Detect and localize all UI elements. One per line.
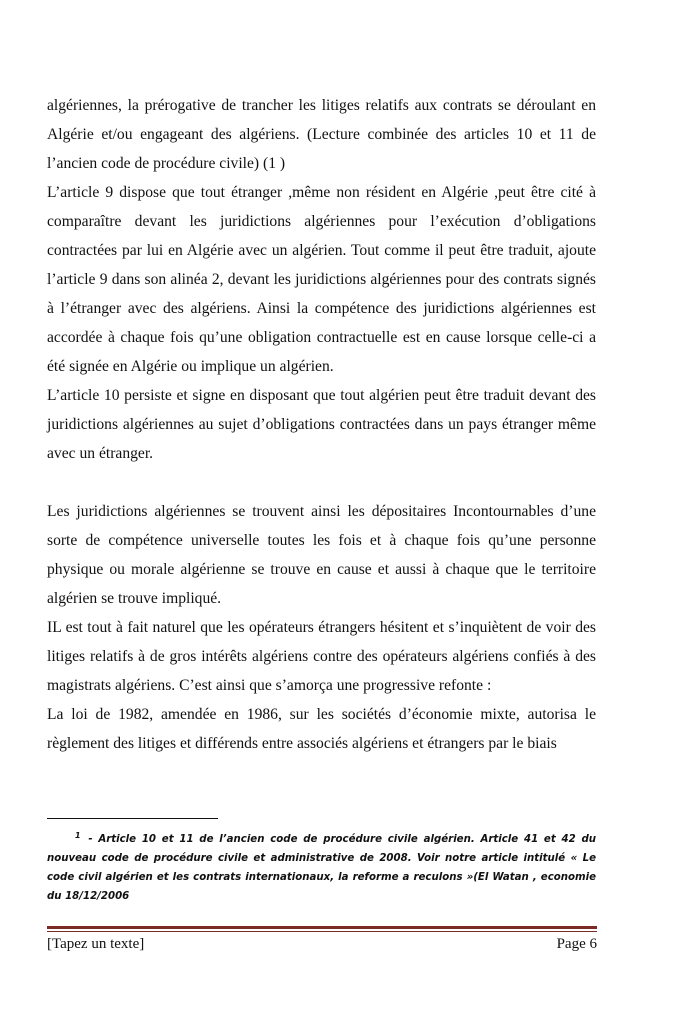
paragraph-article-9: L’article 9 dispose que tout étranger ,même non résident en Algérie ,peut être cité à comparaître devant les juridictions algériennes pour l’exécution d’obligations contractées par lui en Algérie avec un algérien. Tout comme il peut être traduit, ajoute l’article 9 dans son alinéa 2, devant les juridictions algériennes pour des contrats signés à l’étranger avec des algériens. Ainsi la compétence des juridictions algériennes est accordée à chaque fois qu’une obligation contractuelle est en cause lorsque celle-ci a été signée en Algérie ou implique un algérien. <box>47 184 596 375</box>
page-footer <box>47 934 597 954</box>
footnote <box>47 826 596 906</box>
footnote-marker: 1 <box>75 831 81 840</box>
paragraph-spacer <box>47 468 596 497</box>
page-number: Page 6 <box>556 936 597 952</box>
body-text <box>47 91 596 758</box>
paragraph-law-1982: La loi de 1982, amendée en 1986, sur les sociétés d’économie mixte, autorisa le règlement des litiges et différends entre associés algériens et étrangers par le biais <box>47 706 596 752</box>
footnote-text: - Article 10 et 11 de l’ancien code de procédure civile algérien. Article 41 et 42 du nouveau code de procédure civile et administrative de 2008. Voir notre article intitulé « Le code civil algérien et les contrats internationaux, la reforme a reculons »(El Watan , economie du 18/12/2006 <box>47 834 596 902</box>
paragraph-intro: algériennes, la prérogative de trancher les litiges relatifs aux contrats se déroulant en Algérie et/ou engageant des algériens. (Lecture combinée des articles 10 et 11 de l’ancien code de procédure civile) (1 ) <box>47 97 596 172</box>
paragraph-article-10: L’article 10 persiste et signe en disposant que tout algérien peut être traduit devant des juridictions algériennes au sujet d’obligations contractées dans un pays étranger même avec un étranger. <box>47 387 596 462</box>
footnote-separator <box>47 818 218 819</box>
footer-placeholder-text[interactable]: [Tapez un texte] <box>47 936 145 952</box>
footer-rule-thick <box>47 926 597 929</box>
paragraph-universal-competence: Les juridictions algériennes se trouvent ainsi les dépositaires Incontournables d’une sorte de compétence universelle toutes les fois et à chaque fois qu’une personne physique ou morale algérienne se trouve en cause et aussi à chaque que le territoire algérien se trouve impliqué. <box>47 503 596 607</box>
footer-rule-thin <box>47 931 597 932</box>
paragraph-foreign-operators: IL est tout à fait naturel que les opérateurs étrangers hésitent et s’inquiètent de voir des litiges relatifs à de gros intérêts algériens contre des opérateurs algériens confiés à des magistrats algériens. C’est ainsi que s’amorça une progressive refonte : <box>47 619 596 694</box>
